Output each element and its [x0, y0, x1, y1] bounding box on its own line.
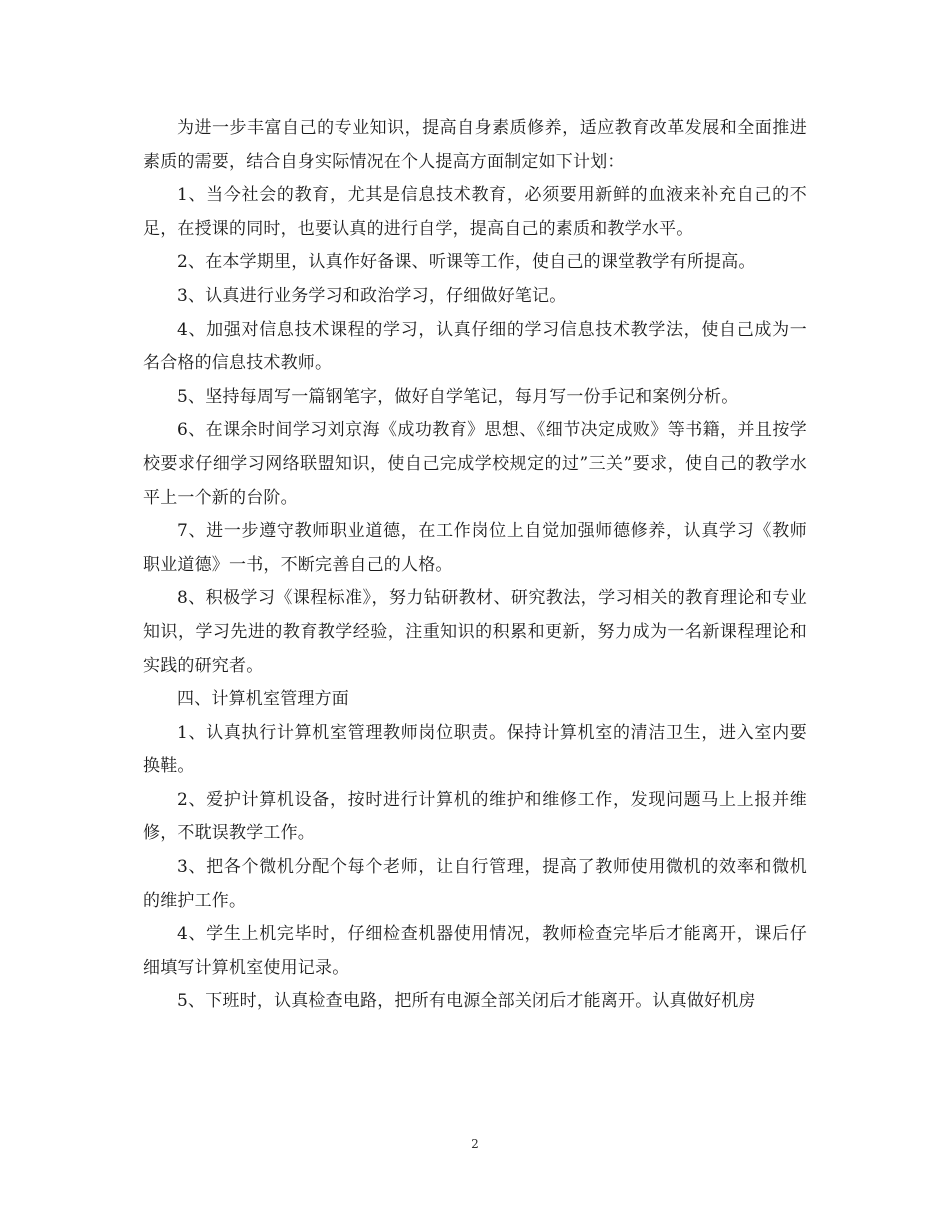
paragraph-room-item-4: 4、学生上机完毕时，仔细检查机器使用情况，教师检查完毕后才能离开，课后仔细填写计算机室使用记录。 — [143, 924, 807, 978]
paragraph-room-item-3: 3、把各个微机分配个每个老师，让自行管理，提高了教师使用微机的效率和微机的维护工作。 — [143, 857, 807, 911]
section-heading-computer-room: 四、计算机室管理方面 — [177, 689, 349, 710]
paragraph-room-item-2: 2、爱护计算机设备，按时进行计算机的维护和维修工作，发现问题马上上报并维修，不耽误教学工作。 — [143, 789, 807, 844]
paragraph-item-6: 6、在课余时间学习刘京海《成功教育》思想、《细节决定成败》等书籍，并且按学校要求仔细学习网络联盟知识，使自己完成学校规定的过”三关”要求，使自己的教学水平上一个新的台阶。 — [143, 420, 807, 508]
paragraph-item-3: 3、认真进行业务学习和政治学习，仔细做好笔记。 — [177, 285, 567, 306]
paragraph-intro: 为进一步丰富自己的专业知识，提高自身素质修养，适应教育改革发展和全面推进素质的需要，结合自身实际情况在个人提高方面制定如下计划： — [143, 118, 807, 172]
paragraph-item-1: 1、当今社会的教育，尤其是信息技术教育，必须要用新鲜的血液来补充自己的不足，在授课的同时，也要认真的进行自学，提高自己的素质和教学水平。 — [143, 185, 807, 239]
paragraph-item-5: 5、坚持每周写一篇钢笔字，做好自学笔记，每月写一份手记和案例分析。 — [177, 386, 739, 407]
paragraph-item-2: 2、在本学期里，认真作好备课、听课等工作，使自己的课堂教学有所提高。 — [177, 252, 756, 273]
paragraph-room-item-1: 1、认真执行计算机室管理教师岗位职责。保持计算机室的清洁卫生，进入室内要换鞋。 — [143, 722, 807, 777]
paragraph-item-8: 8、积极学习《课程标准》，努力钻研教材、研究教法，学习相关的教育理论和专业知识，学习先进的教育教学经验，注重知识的积累和更新，努力成为一名新课程理论和实践的研究者。 — [143, 588, 807, 676]
paragraph-item-4: 4、加强对信息技术课程的学习，认真仔细的学习信息技术教学法，使自己成为一名合格的信息技术教师。 — [143, 319, 807, 374]
paragraph-item-7: 7、进一步遵守教师职业道德，在工作岗位上自觉加强师德修养，认真学习《教师职业道德》一书，不断完善自己的人格。 — [143, 521, 807, 575]
paragraph-room-item-5: 5、下班时，认真检查电路，把所有电源全部关闭后才能离开。认真做好机房 — [177, 991, 756, 1012]
page-number: 2 — [471, 1137, 479, 1151]
document-body — [143, 112, 807, 1019]
